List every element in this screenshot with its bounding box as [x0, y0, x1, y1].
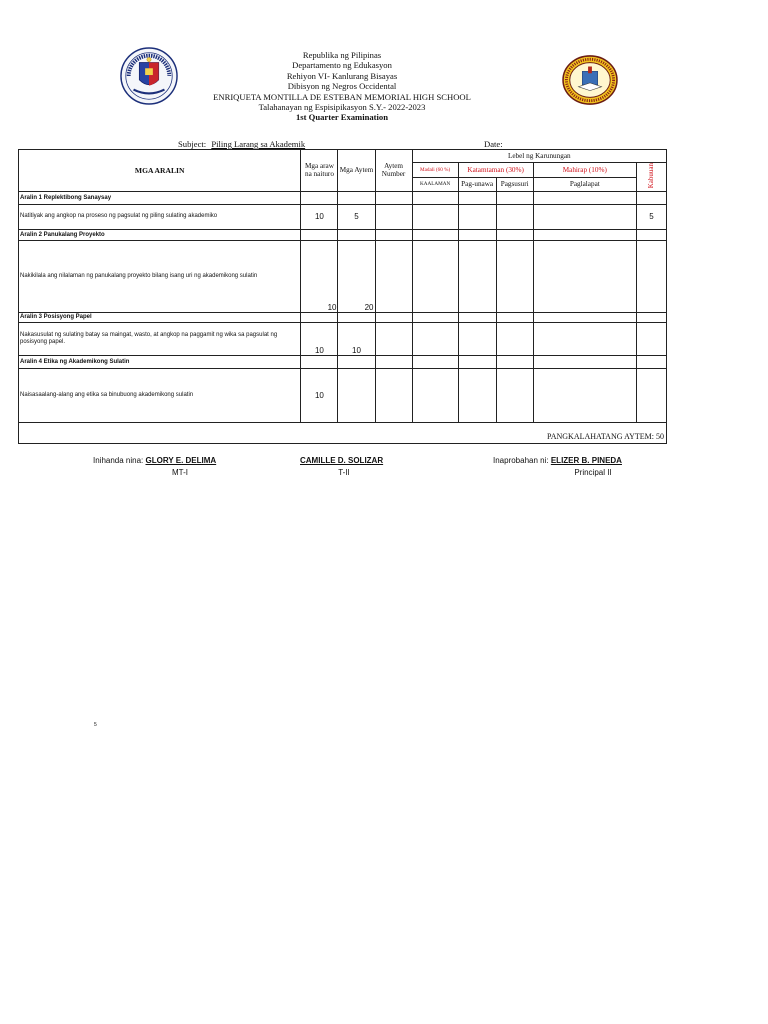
header-school-name: ENRIQUETA MONTILLA DE ESTEBAN MEMORIAL HIGH SCHOOL [213, 91, 471, 102]
header-aytem-number: Aytem Number [375, 150, 412, 192]
approved-by-label: Inaprobahan ni: [493, 456, 549, 465]
table-row [19, 204, 667, 229]
header-lebel-karunungan: Lebel ng Karunungan [412, 150, 666, 163]
subject-value: Piling Larang sa Akademik [211, 139, 306, 149]
approved-by-position: Principal II [574, 468, 612, 477]
header-line-division: Dibisyon ng Negros Occidental [287, 81, 397, 92]
header-kabuuan: Kabuuan [647, 163, 656, 189]
total-cell [636, 240, 666, 312]
days-taught: 10 [301, 322, 338, 355]
prepared-by-label: Inihanda nina: [93, 456, 144, 465]
days-taught: 10 [301, 240, 338, 312]
header-mga-aytem: Mga Aytem [338, 150, 375, 192]
competency-text: Natitiyak ang angkop na proseso ng pagsulat ng piling sulating akademiko [19, 204, 301, 229]
grand-total: PANGKALAHATANG AYTEM: 50 [19, 422, 667, 443]
header-kaalaman: KAALAMAN [412, 177, 458, 191]
days-taught: 10 [301, 368, 338, 422]
item-count [338, 368, 375, 422]
total-cell: 5 [636, 204, 666, 229]
total-cell [636, 368, 666, 422]
prepared-by-name-1: GLORY E. DELIMA [145, 456, 217, 465]
header-exam-title: 1st Quarter Examination [296, 112, 388, 123]
table-row [19, 240, 667, 312]
table-row [19, 368, 667, 422]
aralin-row [19, 229, 667, 240]
header-madali: Madali (60 %) [412, 163, 458, 178]
approved-by-name: ELIZER B. PINEDA [550, 456, 622, 465]
document-header [170, 50, 514, 123]
header-mga-araw: Mga araw na naituro [301, 150, 338, 192]
subject-line [178, 139, 308, 149]
item-count: 5 [338, 204, 375, 229]
header-table-title: Talahanayan ng Espisipikasyon S.Y.- 2022-2023 [258, 102, 426, 113]
header-paglalapat: Paglalapat [533, 177, 636, 191]
days-taught: 10 [301, 204, 338, 229]
subject-label: Subject: [178, 139, 207, 149]
header-pag-unawa: Pag-unawa [458, 177, 496, 191]
item-count: 20 [338, 240, 375, 312]
header-line-republic: Republika ng Pilipinas [302, 50, 382, 60]
prepared-by-position-1: MT-I [172, 468, 188, 477]
competency-text: Naisasaalang-alang ang etika sa binubuong akademikong sulatin [19, 368, 301, 422]
header-line-region: Rehiyon VI- Kanlurang Bisayas [286, 70, 398, 81]
aralin-title: Aralin 3 Posisyong Papel [19, 312, 301, 322]
aralin-title: Aralin 1 Replektibong Sanaysay [19, 191, 301, 204]
header-pagsusuri: Pagsusuri [496, 177, 533, 191]
school-seal-icon [561, 54, 619, 106]
date-label: Date: [484, 139, 503, 149]
page-mark: 5 [94, 722, 97, 728]
total-cell [636, 322, 666, 355]
header-kabuuan-cell [636, 163, 666, 192]
aralin-title: Aralin 2 Panukalang Proyekto [19, 229, 301, 240]
aralin-row [19, 355, 667, 368]
prepared-by-name-2: CAMILLE D. SOLIZAR [300, 456, 384, 465]
competency-text: Nakasusulat ng sulating batay sa maingat, wasto, at angkop na paggamit ng wika sa pagsulat ng posisyong papel. [19, 322, 301, 355]
header-mahirap: Mahirap (10%) [533, 163, 636, 178]
prepared-by-1 [93, 456, 216, 465]
prepared-by-2 [300, 456, 383, 465]
approved-by [493, 456, 622, 465]
aralin-row [19, 312, 667, 322]
competency-text: Nakikilala ang nilalaman ng panukalang proyekto bilang isang uri ng akademikong sulatin [19, 240, 301, 312]
total-row [19, 422, 667, 443]
table-row [19, 322, 667, 355]
header-katamtaman: Katamtaman (30%) [458, 163, 533, 178]
header-mga-aralin: MGA ARALIN [19, 150, 301, 192]
aralin-title: Aralin 4 Etika ng Akademikong Sulatin [19, 355, 301, 368]
item-count: 10 [338, 322, 375, 355]
table-of-specifications [18, 149, 667, 444]
aralin-row [19, 191, 667, 204]
header-line-department: Departamento ng Edukasyon [292, 60, 392, 71]
prepared-by-position-2: T-II [338, 468, 350, 477]
